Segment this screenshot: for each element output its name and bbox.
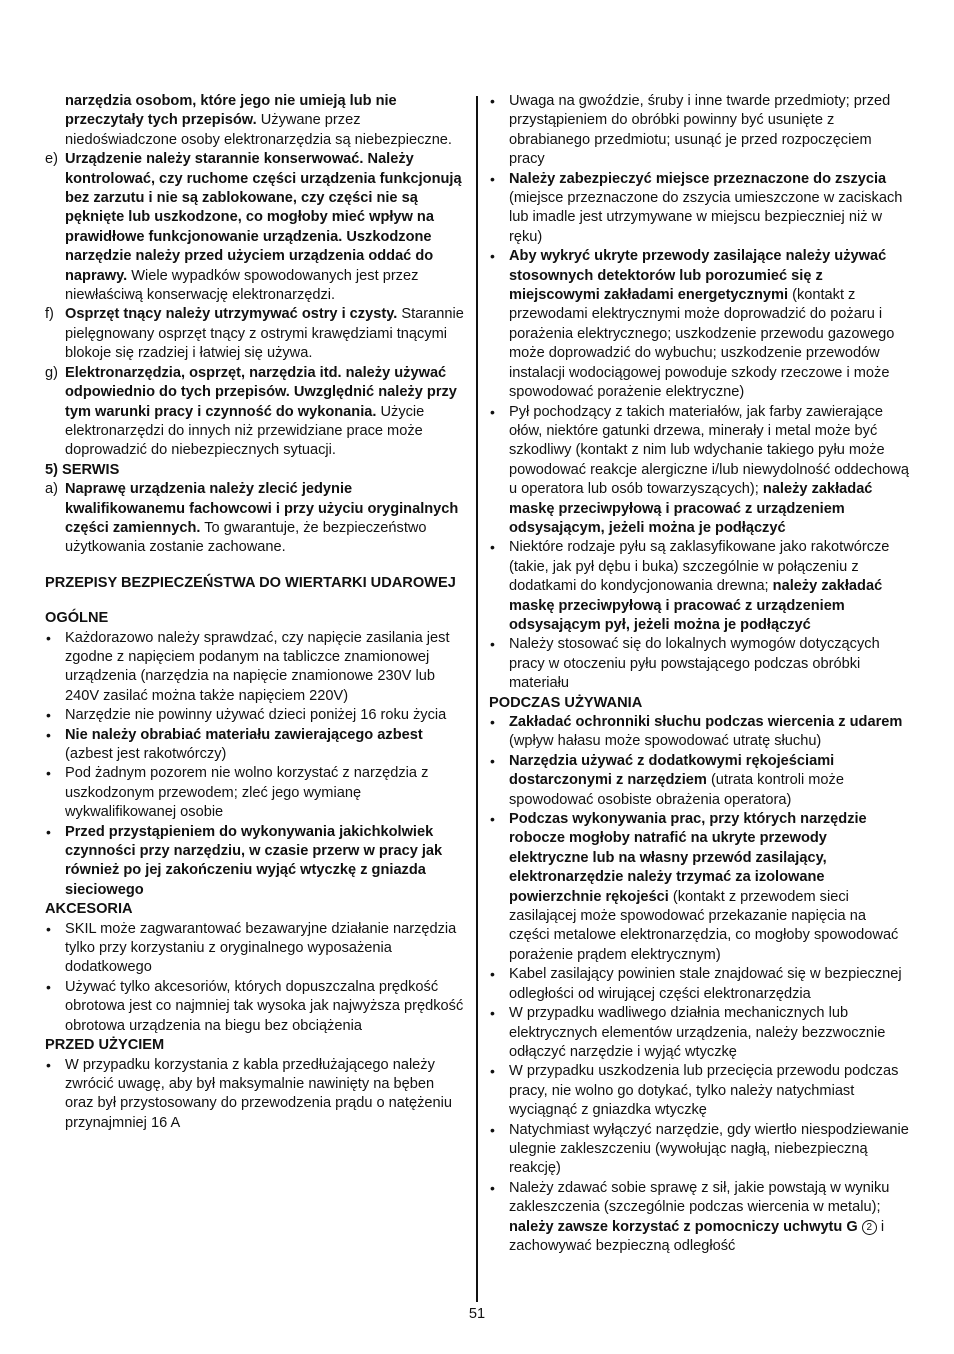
bullet-text: W przypadku wadliwego działnia mechanicznych lub elektrycznych elementów urządzenia, należy bezzwocznie odłączyć narzędzie i wyjąć wtyczkę <box>509 1005 886 1060</box>
item-5a-text: To gwarantuje, że bezpieczeństwo użytkowania zostanie zachowane. <box>65 519 427 556</box>
bullet-item <box>45 764 465 822</box>
item-d-text: Używane przez niedoświadczone osoby elektronarzędzia są niebezpieczne. <box>65 112 452 148</box>
item-g-bold: Elektronarzędzia, osprzęt, narzędzia itd. należy używać odpowiednio do tych przepisów. Uwzględnić należy przy tym warunki pracy i czynność do wykonania. <box>65 364 457 420</box>
dust-2-text: Niektóre rodzaje pyłu są zaklasyfikowane jako rakotwórcze (takie, jak pył dębu i buka) szczególnie w połączeniu z dodatkami do kondycjonowania drewna; <box>509 539 890 595</box>
bullet-icon: • <box>490 170 495 187</box>
bullet-item <box>489 1062 909 1120</box>
bullet-bold-text: Nie należy obrabiać materiału zawierającego azbest <box>65 726 423 743</box>
right-column <box>489 92 909 1256</box>
bullet-text: Narzędzie nie powinny używać dzieci poniżej 16 roku życia <box>65 707 447 724</box>
bullet-text: W przypadku korzystania z kabla przedłużającego należy zwrócić uwagę, aby był maksymalnie nawinięty na bęben oraz był przystosowany do przewodzenia prądu o natężeniu przynajmniej 16 A <box>65 1056 452 1131</box>
item-g-marker: g) <box>45 364 58 381</box>
bullet-bold-text: Zakładać ochronniki słuchu podczas wiercenia z udarem <box>509 714 903 730</box>
bullet-icon: • <box>46 920 51 937</box>
bullet-icon: • <box>46 726 51 743</box>
bullet-icon: • <box>46 978 51 995</box>
bullet-text: (wpływ hałasu może spowodować utratę słuchu) <box>509 733 822 750</box>
last-bold: należy zawsze korzystać z pomocniczy uchwytu G <box>509 1218 858 1235</box>
bullet-item <box>489 1004 909 1062</box>
bullet-item <box>489 752 909 810</box>
bullet-text: W przypadku uszkodzenia lub przecięcia przewodu podczas pracy, nie wolno go dotykać, tylko należy natychmiast wyciągnąć z gniazdka wtyczkę <box>509 1063 899 1119</box>
bullet-item <box>45 706 465 725</box>
item-e-text: Wiele wypadków spowodowanych jest przez niewłaściwą konserwację elektronarzędzi. <box>65 267 419 304</box>
bullet-icon: • <box>46 765 51 782</box>
item-e-marker: e) <box>45 151 58 168</box>
bullet-item <box>489 170 909 248</box>
dust-bullet-3 <box>489 635 909 693</box>
bullet-icon: • <box>46 707 51 724</box>
bullet-icon: • <box>490 403 495 420</box>
bullet-icon: • <box>490 966 495 983</box>
bullet-icon: • <box>46 629 51 646</box>
item-f-bold: Osprzęt tnący należy utrzymywać ostry i czysty. <box>65 306 398 323</box>
bullet-icon: • <box>490 539 495 556</box>
bullet-text: Uwaga na gwoździe, śruby i inne twarde przedmioty; przed przystąpieniem do obróbki powinny być usunięte z obrabianego przedmiotu; usunąć je przed rozpoczęciem pracy <box>509 93 891 168</box>
bullet-icon: • <box>490 93 495 109</box>
item-f <box>45 305 465 363</box>
bullet-item <box>489 713 909 752</box>
item-5a <box>45 480 465 558</box>
bullet-icon: • <box>490 636 495 653</box>
before-use-heading: PRZED UŻYCIEM <box>45 1037 165 1054</box>
item-e-bold: Urządzenie należy starannie konserwować. Należy kontrolować, czy ruchome części urządzenia funkcjonują bez zarzutu i nie są zablokowane, czy części nie są pęknięte lub uszkodzone, co mogłoby mieć wpływ na prawidłowe funkcjonowanie urządzenia. Uszkodzone narzędzie należy przed użyciem urządzenia oddać do naprawy. <box>65 151 462 284</box>
last-bullet <box>489 1179 909 1257</box>
dust-2-bold: należy zakładać maskę przeciwpyłową i pracować z urządzeniem odsysającym pył, jeżeli można je podłączyć <box>509 578 883 633</box>
bullet-item <box>45 726 465 765</box>
dust-bullet-2 <box>489 538 909 635</box>
bullet-icon: • <box>46 1056 51 1073</box>
bullet-icon: • <box>490 1121 495 1138</box>
dust-1-bold: należy zakładać maskę przeciwpyłową i pracować z urządzeniem odsysającym, jeżeli można je podłączyć <box>509 481 873 536</box>
left-column <box>45 92 465 1133</box>
bullet-item <box>45 1056 465 1134</box>
bullet-bold-text: Podczas wykonywania prac, przy których narzędzie robocze mogłoby natrafić na ukryte przewody elektryczne lub na własny przewód zasilający, elektronarzędzie należy trzymać za izolowane powierzchnie rękojeści <box>509 811 867 905</box>
before-use-list <box>45 1056 465 1134</box>
last-text-1: Należy zdawać sobie sprawę z sił, jakie powstają w wyniku zakleszczenia (szczególnie podczas wiercenia w metalu); <box>509 1179 890 1216</box>
bullet-text: SKIL może zagwarantować bezawaryjne działanie narzędzia tylko przy korzystaniu z oryginalnego wyposażenia dodatkowego <box>65 920 457 976</box>
item-5a-marker: a) <box>45 481 58 498</box>
item-e <box>45 150 465 305</box>
last-text-2: i zachowywać bezpieczną odległość <box>509 1218 885 1254</box>
bullet-icon: • <box>490 1005 495 1022</box>
bullet-item <box>489 247 909 402</box>
bullet-icon: • <box>490 811 495 828</box>
bullet-text: (utrata kontroli może spowodować osobiste obrażenia operatora) <box>509 772 844 808</box>
accessories-heading: AKCESORIA <box>45 901 133 918</box>
bullet-icon: • <box>490 1063 495 1080</box>
item-f-marker: f) <box>45 306 54 323</box>
bullet-item <box>489 965 909 1004</box>
bullet-text: Natychmiast wyłączyć narzędzie, gdy wiertło niespodziewanie ulegnie zakleszczeniu (wywołując nagłą, niebezpieczną reakcję) <box>509 1121 909 1177</box>
bullet-icon: • <box>490 714 495 730</box>
bullet-text: Pod żadnym pozorem nie wolno korzystać z narzędzia z uszkodzonym przewodem; zleć jego wymianę wykwalifikowanej osobie <box>65 765 429 821</box>
item-g-text: Użycie elektronarzędzi do innych niż przewidziane prace może doprowadzić do niebezpiecznych sytuacji. <box>65 403 425 459</box>
bullet-icon: • <box>490 1179 495 1196</box>
bullet-item <box>45 629 465 707</box>
bullet-bold-text: Aby wykryć ukryte przewody zasilające należy używać stosownych detektorów lub porozumieć się z miejscowymi zakładami energetycznymi <box>509 248 887 304</box>
column-divider <box>476 96 478 1302</box>
bullet-bold-text: Narzędzia używać z dodatkowymi rękojeściami dostarczonymi z narzędziem <box>509 752 835 789</box>
during-use-list <box>489 713 909 1179</box>
dust-1-text: Pył pochodzący z takich materiałów, jak farby zawierające ołów, niektóre gatunki drzewa, minerały i metal może być szkodliwy (kontakt z nim lub wdychanie takiego pyłu może powodować reakcje alergiczne i/lub niewydolność oddechową u operatora lub osób towarzyszących); <box>509 403 909 498</box>
bullet-item <box>489 810 909 965</box>
bullet-bold-text: Należy zabezpieczyć miejsce przeznaczone do zszycia <box>509 170 887 187</box>
bullet-text: Każdorazowo należy sprawdzać, czy napięcie zasilania jest zgodne z napięciem podanym na tabliczce znamionowej urządzenia (narzędzia na napięcie znamionowe 230V lub 240V zasilać można także napięciem 220V) <box>65 629 450 704</box>
dust-bullet-1 <box>489 403 909 539</box>
circled-number-2: 2 <box>862 1220 877 1235</box>
bullet-icon: • <box>46 823 51 840</box>
general-heading: OGÓLNE <box>45 610 109 627</box>
bullet-text: (miejsce przeznaczone do zszycia umieszczone w zaciskach lub imadle jest utrzymywane w miejscu bezpieczniej niż w ręku) <box>509 190 903 245</box>
bullet-icon: • <box>490 248 495 265</box>
bullet-item <box>45 978 465 1036</box>
accessories-list <box>45 920 465 1036</box>
intro-list <box>489 92 909 403</box>
item-g <box>45 364 465 461</box>
bullet-item <box>489 92 909 170</box>
item-d-bold: narzędzia osobom, które jego nie umieją lub nie przeczytały tych przepisów. <box>65 93 397 129</box>
dust-3-text: Należy stosować się do lokalnych wymogów dotyczących pracy w otoczeniu pyłu powstającego podczas obróbki materiału <box>509 636 880 692</box>
bullet-text: Używać tylko akcesoriów, których dopuszczalna prędkość obrotowa jest co najmniej tak wysoka jak najwyższa prędkość obrotowa urządzenia na biegu bez obciążenia <box>65 978 464 1034</box>
section-5-heading: 5) SERWIS <box>45 461 120 478</box>
item-d-continuation <box>45 92 465 150</box>
page-number: 51 <box>468 1306 486 1322</box>
bullet-item <box>45 920 465 978</box>
bullet-item <box>489 1121 909 1179</box>
main-heading: PRZEPISY BEZPIECZEŃSTWA DO WIERTARKI UDAROWEJ <box>45 574 456 591</box>
bullet-text: (azbest jest rakotwórczy) <box>65 746 227 762</box>
general-list <box>45 629 465 901</box>
bullet-bold-text: Przed przystąpieniem do wykonywania jakichkolwiek czynności przy narzędziu, w czasie przerw w pracy jak również po jej zakończeniu wyjąć wtyczkę z gniazda sieciowego <box>65 823 443 898</box>
bullet-text: (kontakt z przewodami elektrycznymi może doprowadzić do pożaru i porażenia elektrycznego; uszkodzenie przewodu gazowego może doprowadzić do wybuchu; uszkodzenie przewodów instalacji wodociągowej powoduje szkody rzeczowe i może spowodować porażenie elektryczne) <box>509 287 895 401</box>
item-5a-bold: Naprawę urządzenia należy zlecić jedynie kwalifikowanemu fachowcowi i przy użyciu oryginalnych części zamiennych. <box>65 481 459 536</box>
bullet-icon: • <box>490 752 495 769</box>
during-use-heading: PODCZAS UŻYWANIA <box>489 694 643 711</box>
item-f-text: Starannie pielęgnowany osprzęt tnący z ostrymi krawędziami tnącymi blokoje się rzadziej i łatwiej się używa. <box>65 306 464 362</box>
bullet-text: Kabel zasilający powinien stale znajdować się w bezpiecznej odległości od wirującej części elektronarzędzia <box>509 966 902 1002</box>
bullet-text: (kontakt z przewodem sieci zasilającej może spowodować przekazanie napięcia na części metalowe elektronarzędzia, co mogłoby spowodować porażenie prądem elektrycznym) <box>509 888 899 963</box>
bullet-item <box>45 823 465 901</box>
